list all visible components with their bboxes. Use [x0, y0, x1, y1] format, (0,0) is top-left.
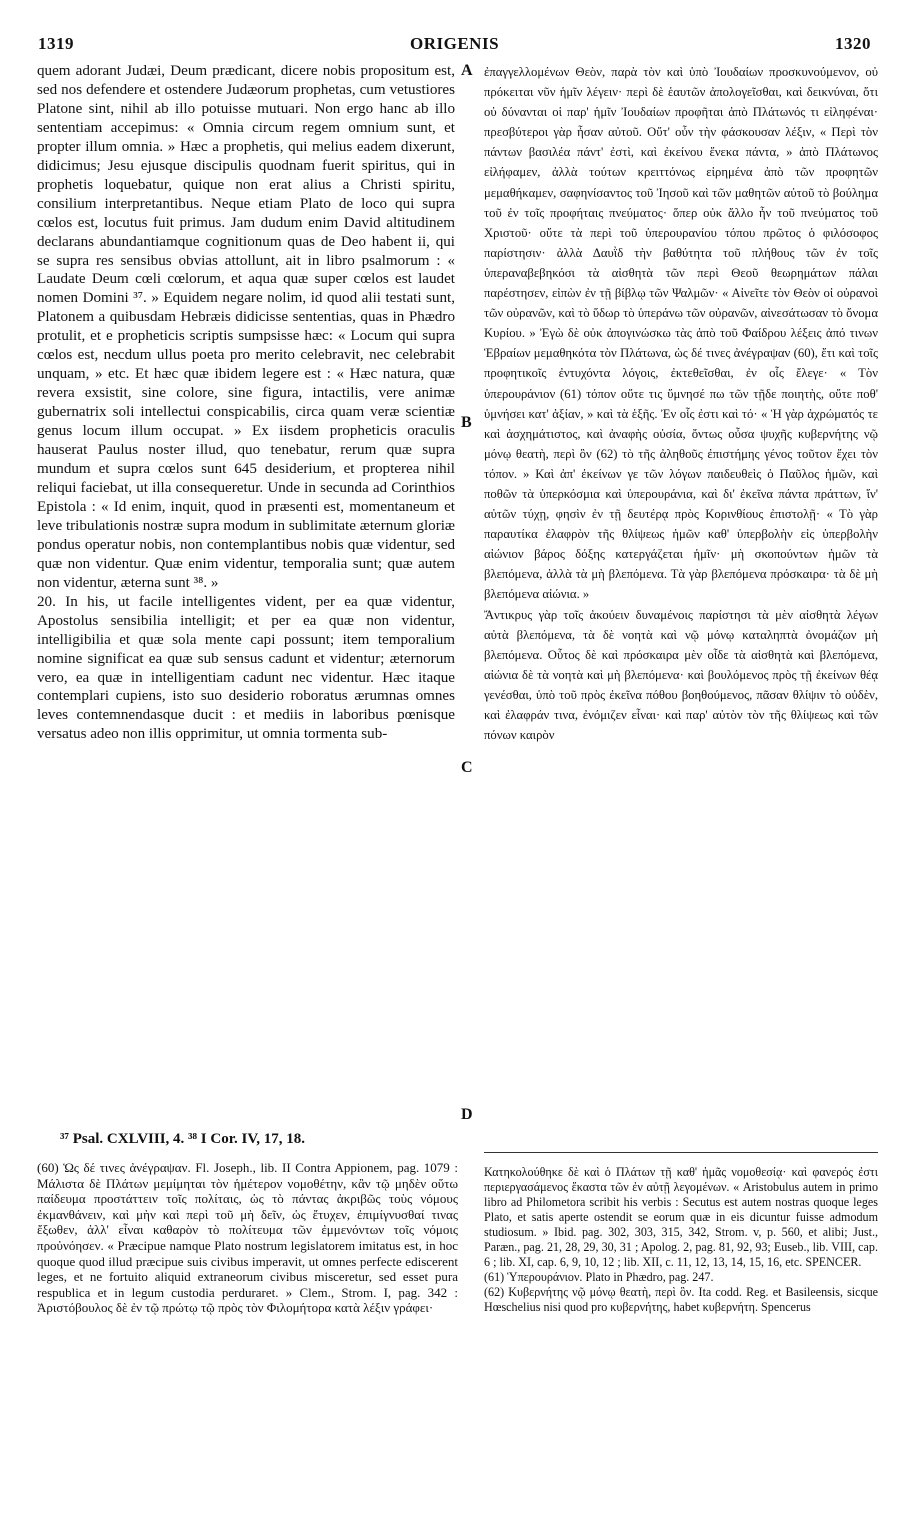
- left-page-number: 1319: [38, 34, 74, 53]
- greek-column: ἐπαγγελλομένων Θεὸν, παρὰ τὸν καὶ ὑπὸ Ἰουδαίων προσκυνούμενον, οὐ πρόκειται νῦν ἡμῖν λέγειν· περὶ δὲ ἑαυτῶν ἀπολογεῖσθαι, καὶ δεικνύναι, ὅτι οὐ δύνανται οἱ παρ' ἡμῖν Ἰουδαίων προφῆται ἀπὸ Πλάτωνός τι εἰληφέναι· πρεσβύτεροι γὰρ ἦσαν αὐτοῦ. Οὔτ' οὖν τὴν φάσκουσαν λέξιν, « Περὶ τὸν πάντων βασιλέα πάντ' ἐστὶ, καὶ ἐκείνου ἕνεκα πάντα, » ἀπὸ Πλάτωνος εἰλήφαμεν, ἀλλὰ τούτων κρειττόνως εἰρημένα ἀπὸ τῶν προφητῶν μεμαθήκαμεν, σαφηνίσαντος τοῦ Ἰησοῦ καὶ τῶν μαθητῶν αὐτοῦ τὸ βούλημα τοῦ ἐν τοῖς προφήταις πνεύματος· ὅπερ οὐκ ἄλλο ἦν τοῦ πνεύματος τοῦ Χριστοῦ· οὔτε τὰ περὶ τοῦ ὑπερουρανίου τόπου πρῶτος ὁ φιλόσοφος παρίστησιν· ἀλλὰ Δαυῒδ τὴν βαθύτητα τοῦ πλήθους τῶν ἐν τοῖς ὑπεραναβεβηκόσι τὰ αἰσθητὰ τῶν περὶ Θεοῦ θεωρημάτων πάλαι παρέστησεν, εἰπὼν ἐν τῇ βίβλῳ τῶν Ψαλμῶν· « Αἰνεῖτε τὸν Θεὸν οἱ οὐρανοὶ τῶν οὐρανῶν, καὶ τὸ ὕδωρ τὸ ὑπεράνω τῶν οὐρανῶν, αἰνεσάτωσαν τὸ ὄνομα Κυρίου. » Ἐγὼ δὲ οὐκ ἀπογινώσκω τὰς ἀπὸ τοῦ Φαίδρου λέξεις ἀπό τινων Ἑβραίων μεμαθηκότα τὸν Πλάτωνα, ὡς δέ τινες ἀνέγραψαν (60), ἔτι καὶ τοῖς προφητικοῖς ἐντυχόντα λόγοις, ἐκτεθεῖσθαι, ἐν οἷς ἔλεγε· « Τὸν ὑπερουράνιον (61) τόπον οὔτε τις ὕμνησέ πω τῶν τῇδε ποιητὴς, οὔτε ποθ' ὑμνήσει κατ' ἀξίαν, » καὶ τὰ ἑξῆς. Ἐν οἷς ἐστι καὶ τό· « Ἡ γὰρ ἀχρώματός τε καὶ ἀσχημάτιστος, καὶ ἀναφὴς οὐσία, ὄντως οὖσα ψυχῆς κυβερνήτης νῷ μόνῳ θεατὴ, περὶ ὃν (62) τὸ τῆς ἀληθοῦς ἐπιστήμης γένος τοῦτον ἔχει τὸν τόπον. » Καὶ ἀπ' ἐκείνων γε τῶν λόγων παιδευθεὶς ὁ Παῦλος ἡμῶν, καὶ ποθῶν τὰ ὑπερκόσμια καὶ ὑπερουράνια, καὶ δι' ἐκεῖνα πάντα πράττων, ἵν' αὐτῶν τύχῃ, φησὶν ἐν τῇ δευτέρᾳ πρὸς Κορινθίους ἐπιστολῇ· « Τὸ γὰρ παραυτίκα ἐλαφρὸν τῆς θλίψεως ἡμῶν καθ' ὑπερβολὴν εἰς ὑπερβολὴν αἰώνιον βάρος δόξης κατεργάζεται ἡμῖν· μὴ σκοπούντων ἡμῶν τὰ βλεπόμενα, ἀλλὰ τὰ μὴ βλεπόμενα. Τὰ γὰρ βλεπόμενα πρόσκαιρα· τὰ δὲ μὴ βλεπόμενα αἰώνια. » Ἄντικρυς γὰρ τοῖς ἀκούειν δυναμένοις παρίστησι τὰ μὲν αἰσθητὰ λέγων αὐτὰ βλεπόμενα, τὰ δὲ νοητὰ καὶ νῷ μόνῳ καταληπτὰ ὀνομάζων μὴ βλεπόμενα. Οὗτος δὲ καὶ πρόσκαιρα μὲν οἶδε τὰ αἰσθητὰ καὶ βλεπόμενα, αἰώνια δὲ τὰ νοητὰ καὶ μὴ βλεπόμενα· καὶ βουλόμενος πρὸς τῇ ἐκείνων θέᾳ γενέσθαι, ὑπὸ τοῦ πρὸς ἐκεῖνα πόθου βοηθούμενος, πᾶσαν θλίψιν τὸ οὐδὲν, καὶ ἐλαφράν τινα, ἐνόμιζεν εἶναι· καὶ παρ' αὐτὸν τὸν τῆς θλίψεως καὶ τῶν πόνων καιρὸν: [484, 65, 878, 743]
- margin-letter-c: C: [461, 759, 473, 776]
- running-title: ORIGENIS: [410, 34, 500, 53]
- right-page-number: 1320: [835, 34, 871, 53]
- margin-letter-b: B: [461, 414, 472, 431]
- footnotes-right: Κατηκολούθηκε δὲ καὶ ὁ Πλάτων τῇ καθ' ἡμᾶς νομοθεσίᾳ· καὶ φανερός ἐστι περιεργασάμενος ἕκαστα τῶν ἐν αὐτῇ λεγομένων. « Aristobulus autem in primo libro ad Philometora scribit his verbis : Secutus est autem nostras quoque leges Plato, et satis aperte ostendit se eorum quæ in eis dicuntur fuisse admodum studiosum. » Ibid. pag. 302, 303, 315, 342, Strom. v, p. 560, et alibi; Just., Paræn., pag. 21, 28, 29, 30, 31 ; Apolog. 2, pag. 81, 92, 93; Euseb., lib. VIII, cap. 6 ; lib. XI, cap. 6, 9, 10, 12 ; lib. XII, c. 11, 12, 13, 14, 15, 16, etc. SPENCER. (61) Ὑπερουράνιον. Plato in Phædro, pag. 247. (62) Κυβερνήτης νῷ μόνῳ θεατὴ, περὶ ὃν. Ita codd. Reg. et Basileensis, sicque Hœschelius nisi quod pro κυβερνήτης, habet κυβερνήτη. Spencerus: [484, 1165, 878, 1314]
- footnotes-left: (60) Ὡς δέ τινες ἀνέγραψαν. Fl. Joseph., lib. II Contra Appionem, pag. 1079 : Μάλιστα δὲ Πλάτων μεμίμηται τὸν ἡμέτερον νομοθέτην, κἂν τῷ μηδὲν οὕτω παίδευμα προστάττειν τοῖς πολίταις, ὡς τὸ πάντας ἀκριβῶς τοὺς νόμους ἐκμανθάνειν, καὶ μὴν καὶ περὶ τοῦ μὴ δεῖν, ὡς ἔτυχεν, ἐπιμίγνυσθαί τινας ἔξωθεν, ἀλλ' εἶναι καθαρὸν τὸ πολίτευμα τῶν ἐμμενόντων τοῖς νόμοις προὐνόησεν. « Præcipue namque Plato nostrum legislatorem imitatus est, in hoc quoque quod illud præcipue suis civibus imperavit, ut omnes perfecte ediscerent leges, et ne fortuito aliquid extraneorum civibus misceretur, sed esset pura respublica et in legum custodia perduraret. » Clem., Strom. I, pag. 342 : Ἀριστόβουλος δὲ ἐν τῷ πρώτῳ τῷ πρὸς τὸν Φιλομήτορα κατὰ λέξιν γράφει·: [37, 1160, 458, 1316]
- latin-column: quem adorant Judæi, Deum prædicant, dicere nobis propositum est, sed nos defendere et ostendere Judæorum prophetas, cum vetustiores Platone sint, nihil ab illo potuisse mutuari. Non ergo hanc ab illo sententiam accepimus: « Omnia circum regem omnium sunt, et propter illum omnia. » Hæc a prophetis, qui melius eadem dixerunt, didicimus; Jesu ejusque discipulis quodnam fuerit spiritus, qui in prophetis loquebatur, quique non erat alius a Christi spiritu, consilium interpretantibus. Neque etiam Plato de loco qui supra cœlos est, locutus fuit primus. Jam dudum enim David altitudinem declarans abundantiamque cognitionum quas de Deo habent ii, qui se supra res sensibus obvias attollunt, ait in libro psalmorum : « Laudate Deum cœli cœlorum, et aqua quæ super cœlos est laudet nomen Domini ³⁷. » Equidem negare nolim, id quod alii testati sunt, Platonem a quibusdam Hebræis didicisse sententias, quas in Phædro protulit, et e propheticis scriptis sumpsisse hæc: « Locum qui supra cœlos est, necdum ullus poeta pro merito celebravit, nec celebrabit unquam, » etc. Et hæc quæ ibidem legere est : « Hæc natura, quæ revera exsistit, sine colore, sine figura, intactilis, vere animæ gubernatrix soli intellectui conspicabilis, circa quam veræ scientiæ genus locum illum occupat. » Ex iisdem propheticis oraculis hauserat Paulus noster illud, quo tenebatur, rerum quæ supra mundum et supra cœlos sunt 645 desiderium, et propterea nihil reliqui faciebat, ut illa consequeretur. Unde in secunda ad Corinthios Epistola : « Id enim, inquit, quod in præsenti est, momentaneum et leve tribulationis nostræ supra modum in sublimitate æternum gloriæ pondus operatur nobis, non contemplantibus nobis quæ videntur, sed quæ non videntur. Quæ enim videntur, temporalia sunt; quæ autem non videntur, æterna sunt ³⁸. » 20. In his, ut facile intelligentes vident, per ea quæ videntur, Apostolus sensibilia intelligit; et per ea quæ non videntur, intelligibilia et quæ sola mente capi possunt; item temporalium nomine significat ea quæ sub sensus cadunt et videntur; æternorum vero, ea quæ in intelligentiam cadunt nec videntur. Hæc itaque contemplari cupiens, isto suo desiderio roboratus ærumnas omnes leves contemnendasque ducit : et mediis in laboribus pœnisque versatus adeo non illis opprimitur, ut omnia tormenta sub-: [37, 63, 455, 743]
- margin-letter-d: D: [461, 1106, 473, 1123]
- footnote-rule: [484, 1152, 878, 1153]
- margin-letter-a: A: [461, 62, 473, 79]
- scripture-references: ³⁷ Psal. CXLVIII, 4. ³⁸ I Cor. IV, 17, 18.: [60, 1131, 305, 1147]
